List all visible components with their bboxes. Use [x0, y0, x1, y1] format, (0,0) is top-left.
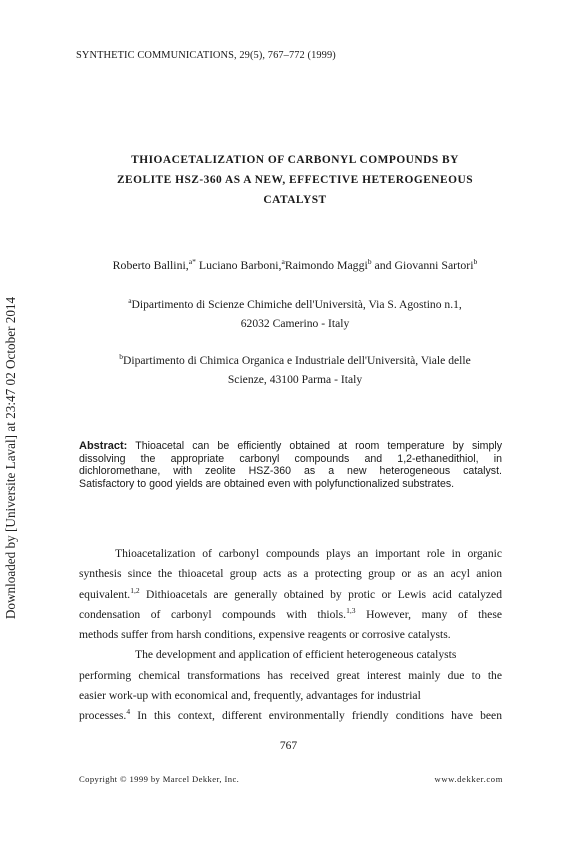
affiliation-text: Dipartimento di Scienze Chimiche dell'Università, Via S. Agostino n.1,	[131, 298, 462, 311]
abstract	[79, 440, 502, 490]
citation-mark: 1,3	[346, 605, 356, 615]
download-watermark	[0, 0, 22, 864]
affiliation-mark: b	[119, 352, 124, 361]
citation-mark: 4	[126, 707, 131, 717]
download-watermark-text: Downloaded by [Universite Laval] at 23:47 02 October 2014	[3, 296, 18, 620]
body-line: easier work-up with economical and, frequently, advantages for industrial	[79, 689, 421, 703]
author-affiliation-mark: a*	[188, 257, 196, 266]
body-text-run: Dithioacetals are generally obtained by protic or Lewis acid catalyzed	[139, 587, 502, 601]
affiliation-mark: a	[128, 296, 132, 305]
affiliation-a	[60, 295, 530, 333]
author-name: Luciano Barboni,	[195, 258, 282, 272]
body-text	[79, 544, 502, 727]
author-name: and Giovanni Sartori	[371, 258, 474, 272]
abstract-line: dichloromethane, with zeolite HSZ-360 as a new heterogeneous catalyst.	[79, 465, 502, 477]
affiliation-line: Scienze, 43100 Parma - Italy	[227, 373, 363, 386]
body-text-run: condensation of carbonyl compounds with thiols.	[79, 607, 347, 621]
body-line: Thioacetalization of carbonyl compounds plays an important role in organic	[115, 547, 502, 560]
abstract-label: Abstract:	[79, 440, 128, 452]
body-text-run: In this context, different environmentally friendly conditions have been	[130, 709, 502, 723]
body-line: synthesis since the thioacetal group acts as a protecting group or as an acyl anion	[79, 567, 502, 581]
affiliation-b	[60, 351, 530, 389]
affiliation-text: Dipartimento di Chimica Organica e Industriale dell'Università, Viale delle	[123, 354, 471, 367]
author-name: Roberto Ballini,	[112, 258, 189, 272]
page-number: 767	[279, 740, 298, 752]
title-line: ZEOLITE HSZ-360 AS A NEW, EFFECTIVE HETEROGENEOUS	[116, 174, 474, 186]
publisher-website: www.dekker.com	[434, 774, 503, 784]
author-affiliation-mark: b	[367, 257, 372, 266]
author-affiliation-mark: b	[473, 257, 478, 266]
body-line	[79, 706, 502, 726]
body-line: methods suffer from harsh conditions, expensive reagents or corrosive catalysts.	[79, 628, 451, 642]
title-line: CATALYST	[263, 194, 327, 206]
body-line: The development and application of efficient heterogeneous catalysts	[135, 648, 457, 662]
abstract-line: dissolving the appropriate carbonyl compounds and 1,2-ethanedithiol, in	[79, 452, 502, 465]
abstract-line: Satisfactory to good yields are obtained even with polyfunctionalized substrates.	[79, 477, 455, 490]
body-line	[79, 605, 502, 625]
copyright-notice: Copyright © 1999 by Marcel Dekker, Inc.	[79, 774, 240, 784]
title-line: THIOACETALIZATION OF CARBONYL COMPOUNDS BY	[131, 154, 459, 166]
affiliation-line: 62032 Camerino - Italy	[240, 317, 350, 330]
body-text-run: processes.	[79, 709, 127, 723]
affiliation-line	[60, 351, 530, 370]
author-list	[60, 258, 530, 273]
article-title	[60, 150, 530, 210]
body-line: performing chemical transformations has received great interest mainly due to the	[79, 668, 502, 682]
affiliation-line	[60, 295, 530, 314]
body-line	[79, 585, 502, 605]
journal-header: SYNTHETIC COMMUNICATIONS, 29(5), 767–772 (1999)	[76, 50, 336, 61]
abstract-text: Thioacetal can be efficiently obtained at room temperature by simply	[127, 440, 502, 452]
abstract-line	[79, 440, 502, 453]
body-text-run: equivalent.	[79, 587, 131, 601]
body-text-run: However, many of these	[355, 607, 502, 621]
author-affiliation-mark: a	[281, 257, 285, 266]
citation-mark: 1,2	[130, 585, 140, 595]
author-name: Raimondo Maggi	[284, 258, 368, 272]
